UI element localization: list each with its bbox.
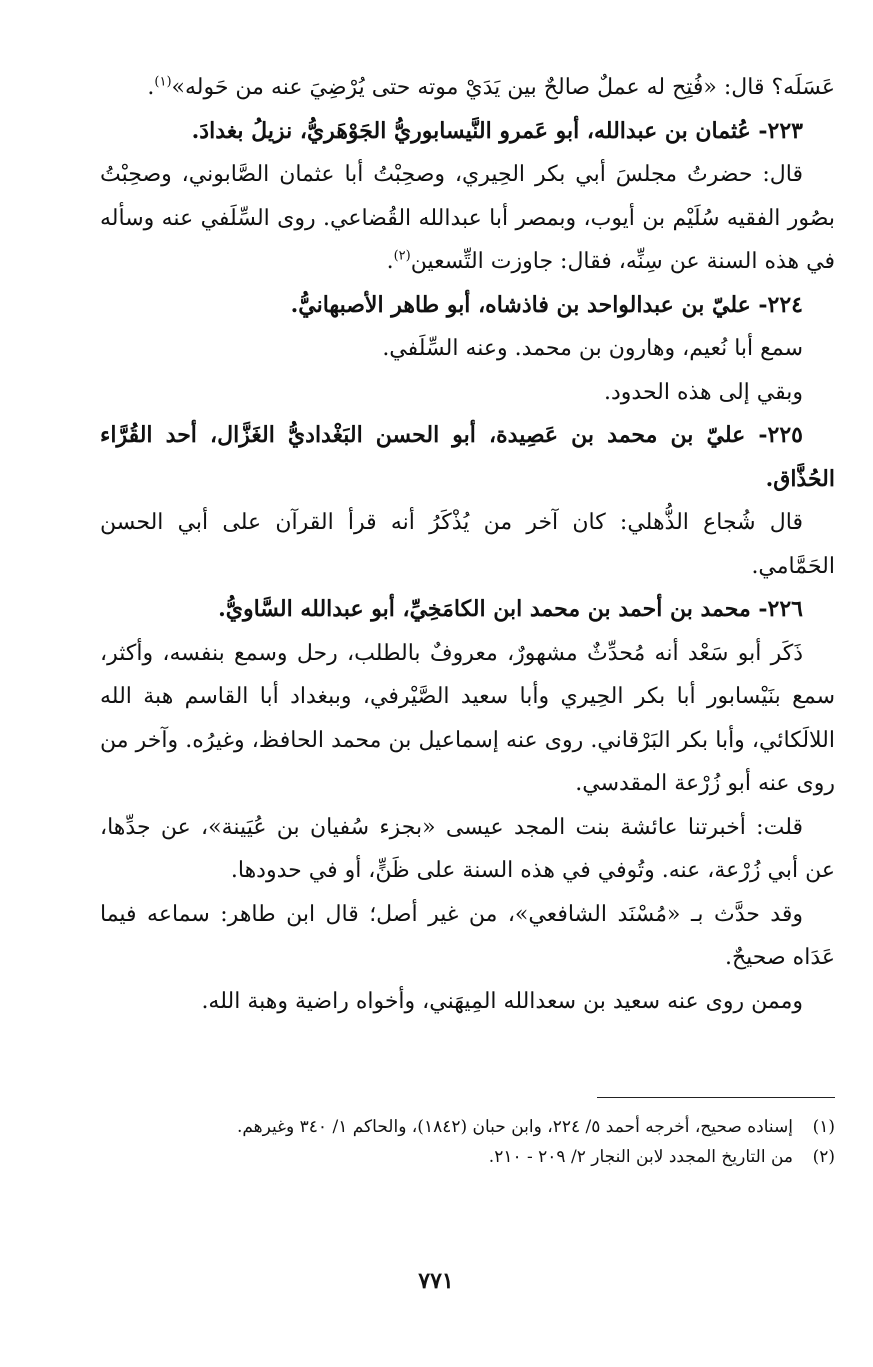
entry-title: محمد بن أحمد بن محمد ابن الكامَخِيِّ، أبو عبدالله السَّاويُّ. — [218, 596, 759, 622]
paragraph — [100, 66, 835, 110]
paragraph — [100, 153, 835, 284]
footnote-marker: (١) — [812, 1117, 835, 1137]
entry-heading — [100, 414, 835, 501]
paragraph-text: وقد حدَّث بـ «مُسْنَد الشافعي»، من غير أصل؛ قال ابن طاهر: سماعه فيما عَدَاه صحيحٌ. — [100, 901, 835, 970]
paragraph — [100, 893, 835, 980]
paragraph-text: قال: حضرتُ مجلسَ أبي بكر الحِيري، وصحِبْتُ أبا عثمان الصَّابوني، وصحِبْتُ بصُور الفقيه سُلَيْم بن أيوب، وبمصر أبا عبدالله القُضاعي. روى السِّلَفي عنه وسأله في هذه السنة عن سِنِّه، فقال: جاوزت التِّسعين — [100, 162, 835, 274]
paragraph — [100, 371, 835, 415]
footnote-reference: (١) — [154, 74, 172, 90]
paragraph-punctuation: . — [147, 75, 155, 100]
footnote — [95, 1112, 835, 1142]
entry-number: ٢٢٦- — [758, 596, 803, 622]
paragraph-text: وممن روى عنه سعيد بن سعدالله المِيهَني، وأخواه راضية وهبة الله. — [201, 988, 803, 1014]
paragraph-text: ذَكَر أبو سَعْد أنه مُحدِّثٌ مشهورٌ، معروفٌ بالطلب، رحل وسمع بنفسه، وأكثر، سمع بنَيْسابور أبا بكر الحِيري وأبا سعيد الصَّيْرفي، وببغداد أبا القاسم هبة الله اللالَكائي، وأبا بكر البَرْقاني. روى عنه إسماعيل بن محمد الحافظ، وغيرُه. وآخر من روى عنه أبو زُرْعة المقدسي. — [100, 640, 835, 796]
paragraph — [100, 632, 835, 806]
paragraph — [100, 980, 835, 1024]
paragraph-text: سمع أبا نُعيم، وهارون بن محمد. وعنه السِّلَفي. — [382, 336, 803, 361]
paragraph-punctuation: . — [386, 249, 394, 274]
paragraph — [100, 327, 835, 371]
entry-heading — [100, 110, 835, 154]
entry-title: عليّ بن عبدالواحد بن فاذشاه، أبو طاهر الأصبهانيُّ. — [290, 291, 759, 318]
entry-heading — [100, 588, 835, 632]
footnote-divider — [597, 1097, 835, 1098]
footnote-text: إسناده صحيح، أخرجه أحمد ٥/ ٢٢٤، وابن حبان (١٨٤٢)، والحاكم ١/ ٣٤٠ وغيرهم. — [236, 1117, 793, 1137]
paragraph — [100, 806, 835, 893]
entry-number: ٢٢٣- — [758, 117, 803, 144]
paragraph-text: قال شُجاع الذُّهلي: كان آخر من يُذْكَرُ أنه قرأ القرآن على أبي الحسن الحَمَّامي. — [100, 510, 835, 579]
entry-title: عليّ بن محمد بن عَصِيدة، أبو الحسن البَغْداديُّ الغَزَّال، أحد القُرَّاء الحُذَّاق. — [100, 422, 835, 492]
entry-heading — [100, 284, 835, 328]
paragraph-text: وبقي إلى هذه الحدود. — [604, 379, 803, 405]
paragraph-text: قلت: أخبرتنا عائشة بنت المجد عيسى «بجزء سُفيان بن عُيَينة»، عن جدِّها، عن أبي زُرْعة، عنه. وتُوفي في هذه السنة على ظَنٍّ، أو في حدودها. — [100, 814, 835, 883]
main-text — [100, 66, 835, 1023]
page-number: ٧٧١ — [418, 1268, 454, 1294]
footnote-marker: (٢) — [812, 1147, 835, 1167]
footnotes — [95, 1112, 835, 1172]
entry-title: عُثمان بن عبدالله، أبو عَمرو النَّيسابوريُّ الجَوْهَريُّ، نزيلُ بغدادَ. — [191, 117, 759, 144]
paragraph — [100, 501, 835, 588]
entry-number: ٢٢٥- — [758, 422, 803, 448]
footnote — [95, 1142, 835, 1172]
footnote-text: من التاريخ المجدد لابن النجار ٢/ ٢٠٩ - ٢١٠. — [488, 1147, 793, 1167]
paragraph-text: عَسَلَه؟ قال: «فُتِح له عملٌ صالحٌ بين يَدَيْ موته حتى يُرْضِيَ عنه من حَوله» — [171, 75, 835, 100]
entry-number: ٢٢٤- — [758, 291, 803, 318]
footnote-reference: (٢) — [393, 248, 411, 264]
